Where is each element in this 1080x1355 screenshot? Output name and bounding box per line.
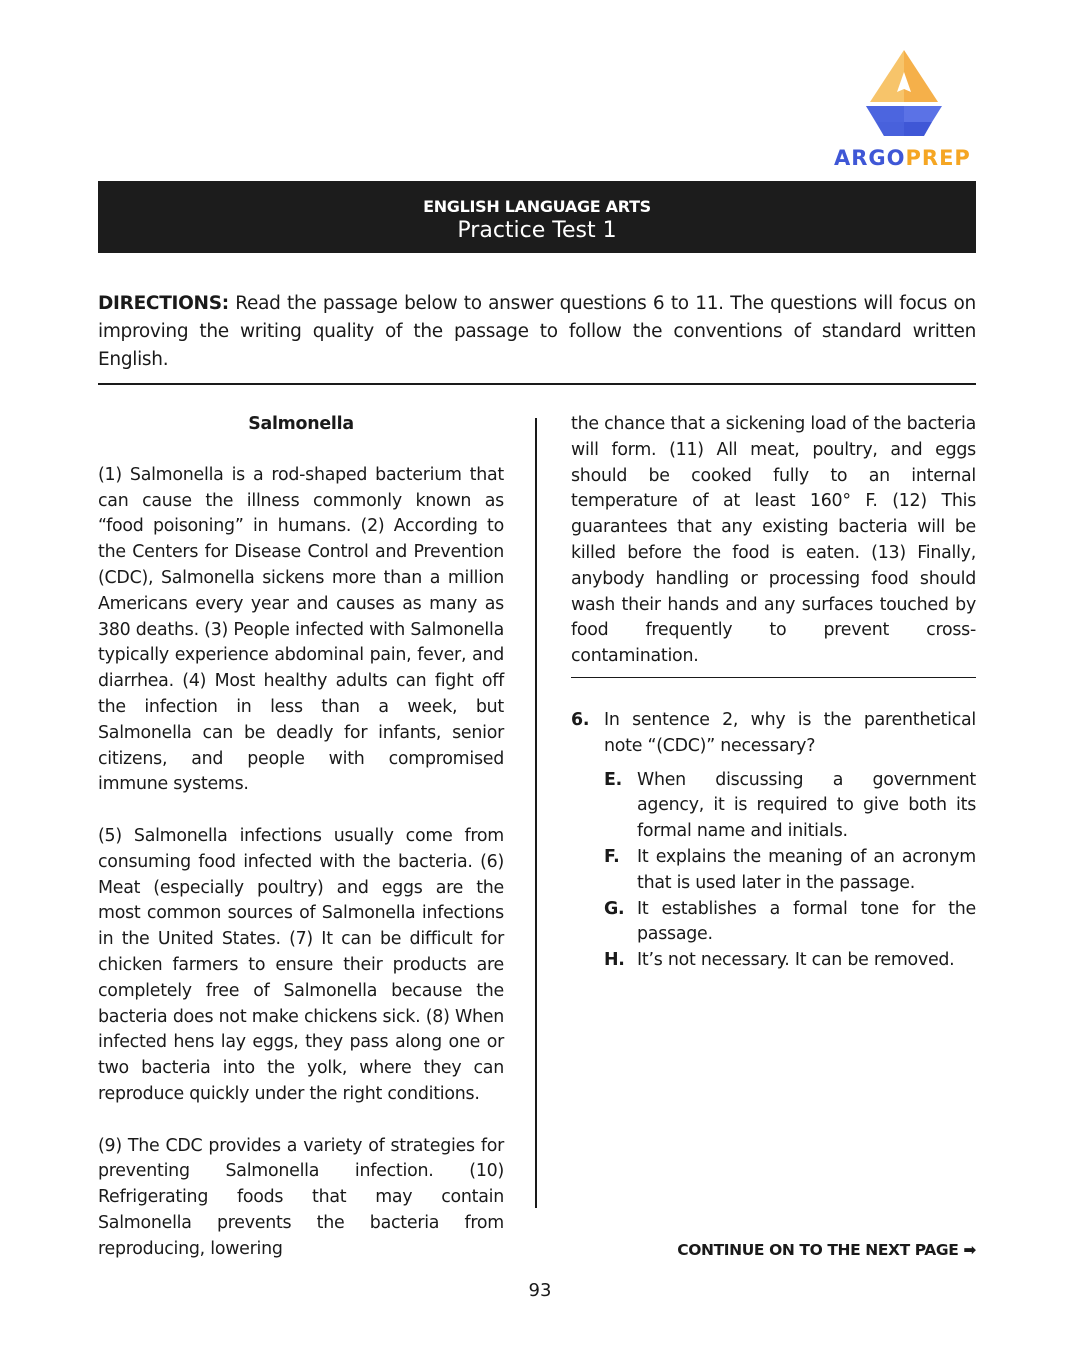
- directions-label: DIRECTIONS:: [98, 293, 229, 314]
- option-letter: G.: [604, 898, 625, 919]
- option-letter: F.: [604, 846, 620, 867]
- continue-next-page: CONTINUE ON TO THE NEXT PAGE ➡: [677, 1241, 976, 1259]
- page-number: 93: [528, 1280, 552, 1301]
- directions-text: Read the passage below to answer questions 6 to 11. The questions will focus on improving the writing quality of the passage to follow the conventions of standard written English.: [98, 293, 976, 370]
- option-text: It’s not necessary. It can be removed.: [637, 950, 955, 971]
- option-text: It explains the meaning of an acronym that is used later in the passage.: [637, 846, 976, 893]
- option-text: When discussing a government agency, it is required to give both its formal name and initials.: [637, 769, 976, 842]
- passage-paragraph: the chance that a sickening load of the bacteria will form. (11) All meat, poultry, and eggs should be cooked fully to an internal temperature of at least 160° F. (12) This guarantees that any existing bacteria will be killed before the food is eaten. (13) Finally, anybody handling or processing food should wash their hands and any surfaces touched by food frequently to prevent cross-contamination.: [571, 414, 976, 667]
- passage-paragraph: (9) The CDC provides a variety of strategies for preventing Salmonella infection. (10) Refrigerating foods that may contain Salmonella prevents the bacteria from reproducing, lowering: [98, 1135, 504, 1259]
- passage-paragraph: (1) Salmonella is a rod-shaped bacterium that can cause the illness commonly known as “food poisoning” in humans. (2) According to the Centers for Disease Control and Prevention (CDC), Salmonella sickens more than a million Americans every year and causes as many as 380 deaths. (3) People infected with Salmonella typically experience abdominal pain, fever, and diarrhea. (4) Most healthy adults can fight off the infection in less than a week, but Salmonella can be deadly for infants, senior citizens, and people with compromised immune systems.: [98, 464, 504, 795]
- question-6: [571, 708, 976, 974]
- passage-continuation-column: [571, 412, 976, 670]
- option-text: It establishes a formal tone for the passage.: [637, 898, 976, 945]
- page-title: Practice Test 1: [457, 218, 617, 243]
- answer-option-g[interactable]: [604, 897, 976, 949]
- answer-option-e[interactable]: [604, 768, 976, 845]
- subject-label: ENGLISH LANGUAGE ARTS: [423, 197, 651, 216]
- passage-title: Salmonella: [248, 414, 354, 434]
- header-banner: [98, 181, 976, 253]
- directions: [98, 290, 976, 374]
- answer-option-h[interactable]: [604, 948, 976, 974]
- question-number: 6.: [571, 710, 590, 730]
- answer-options: [604, 768, 976, 974]
- answer-option-f[interactable]: [604, 845, 976, 897]
- question-divider: [571, 677, 976, 678]
- option-letter: E.: [604, 769, 622, 790]
- column-divider: [535, 418, 537, 1208]
- argoprep-logo: [834, 50, 984, 175]
- passage-column: [98, 410, 504, 1288]
- option-letter: H.: [604, 950, 625, 971]
- passage-paragraph: (5) Salmonella infections usually come from consuming food infected with the bacteria. (6) Meat (especially poultry) and eggs are the most common sources of Salmonella infections in the United States. (7) It can be difficult for chicken farmers to ensure their products are completely free of Salmonella because the bacteria does not make chickens sick. (8) When infected hens lay eggs, they pass along one or two bacteria into the yolk, where they can reproduce quickly under the right conditions.: [98, 825, 504, 1104]
- question-text: In sentence 2, why is the parenthetical note “(CDC)” necessary?: [604, 710, 976, 756]
- divider: [98, 383, 976, 385]
- sailboat-logo-icon: [866, 50, 942, 138]
- logo-wordmark: ARGOPREP: [834, 146, 971, 170]
